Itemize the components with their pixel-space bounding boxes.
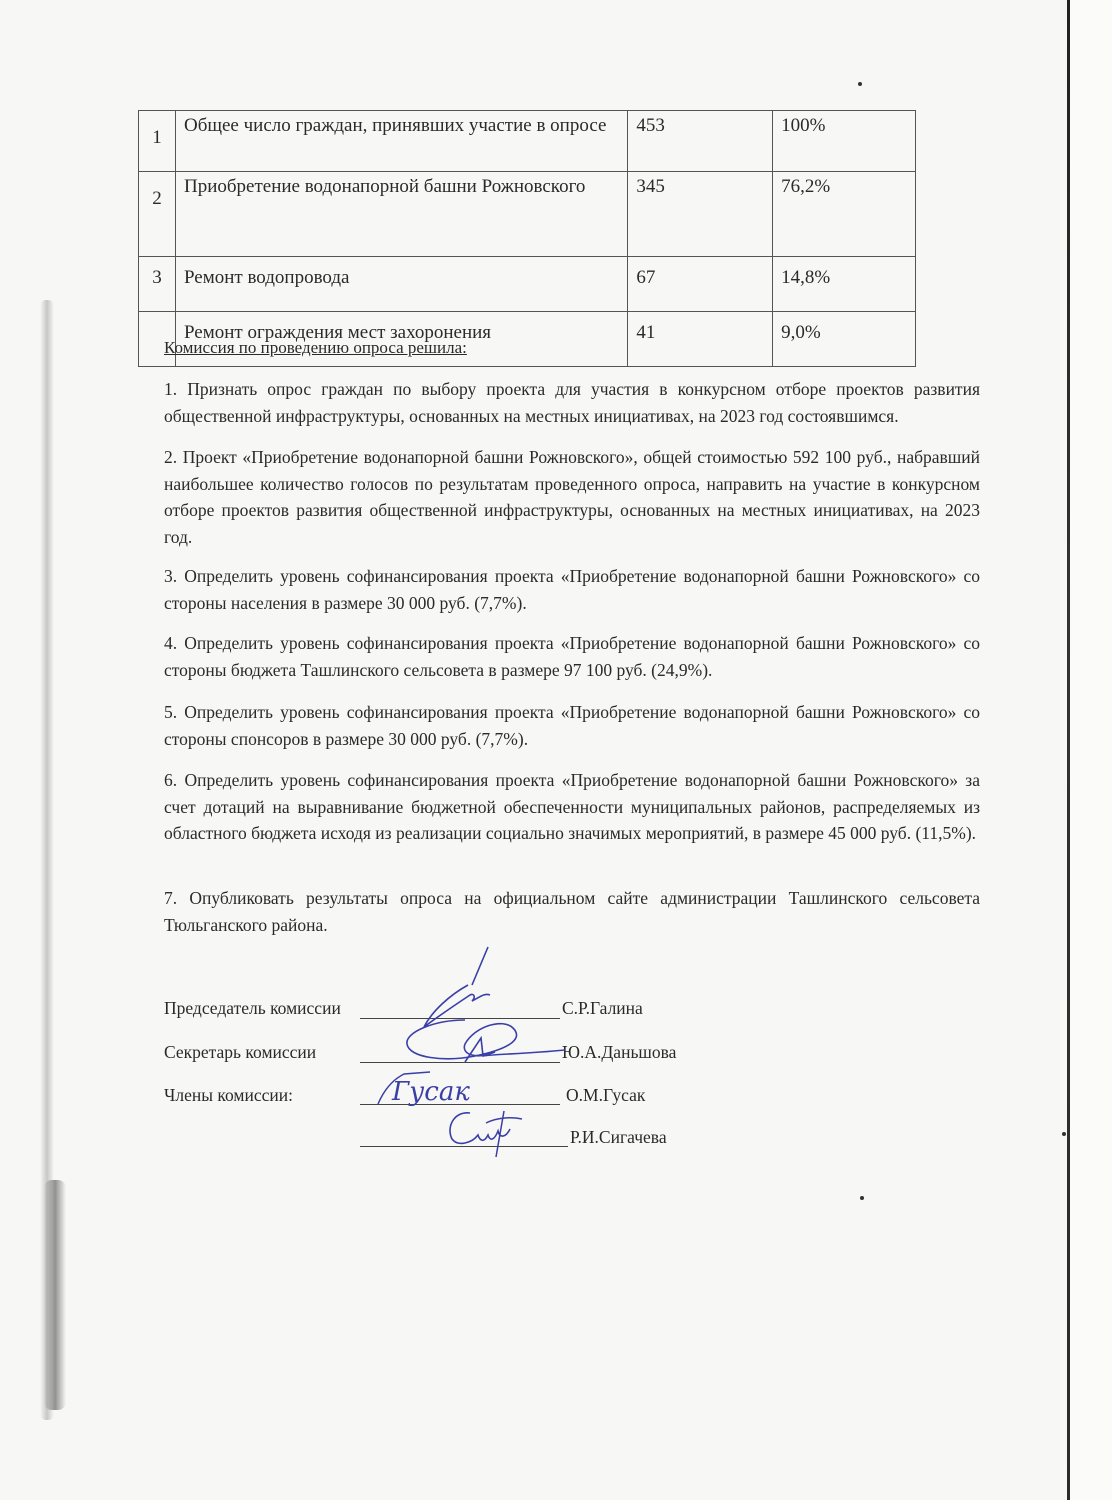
decision-heading: Комиссия по проведению опроса решила: bbox=[164, 338, 467, 357]
row-percent: 14,8% bbox=[773, 257, 916, 312]
row-percent: 76,2% bbox=[773, 172, 916, 257]
scan-speck bbox=[860, 1196, 864, 1200]
decision-item-2: 2. Проект «Приобретение водонапорной башни Рожновского», общей стоимостью 592 100 руб., набравший наибольшее количество голосов по результатам проведенного опроса, направить на участие в конкурсном отборе проектов развития общественной инфраструктуры, основанных на местных инициативах, на 2023 год. bbox=[164, 447, 980, 547]
scan-margin bbox=[1070, 0, 1112, 1500]
member1-handwriting: Гусак bbox=[392, 1077, 470, 1107]
decision-item-6: 6. Определить уровень софинансирования проекта «Приобретение водонапорной башни Рожновского» за счет дотаций на выравнивание бюджетной обеспеченности муниципальных районов, распределяемых из областного бюджета исходя из реализации социально значимых мероприятий, в размере 45 000 руб. (11,5%). bbox=[164, 770, 980, 843]
decision-item-7: 7. Опубликовать результаты опроса на официальном сайте администрации Ташлинского сельсовета Тюльганского района. bbox=[164, 888, 980, 935]
row-number: 2 bbox=[139, 172, 176, 257]
member2-signature bbox=[440, 1105, 530, 1160]
row-votes: 67 bbox=[628, 257, 773, 312]
row-votes: 41 bbox=[628, 312, 773, 367]
chair-label: Председатель комиссии bbox=[164, 998, 341, 1018]
row-option: Ремонт водопровода bbox=[175, 257, 627, 312]
secretary-name: Ю.А.Даньшова bbox=[562, 1042, 677, 1062]
member2-name: Р.И.Сигачева bbox=[570, 1127, 667, 1147]
table-row bbox=[139, 111, 916, 172]
chair-name: С.Р.Галина bbox=[562, 998, 643, 1018]
row-option: Общее число граждан, принявших участие в опросе bbox=[175, 111, 627, 172]
decision-item-1: 1. Признать опрос граждан по выбору проекта для участия в конкурсном отборе проектов развития общественной инфраструктуры, основанных на местных инициативах, на 2023 год состоявшимся. bbox=[164, 379, 980, 426]
row-percent: 100% bbox=[773, 111, 916, 172]
members-label: Члены комиссии: bbox=[164, 1085, 293, 1105]
table-row bbox=[139, 172, 916, 257]
survey-results-table bbox=[138, 110, 916, 367]
decision-item-5: 5. Определить уровень софинансирования проекта «Приобретение водонапорной башни Рожновского» со стороны спонсоров в размере 30 000 руб. (7,7%). bbox=[164, 702, 980, 749]
scan-page-edge bbox=[1067, 0, 1070, 1500]
decision-item-3: 3. Определить уровень софинансирования проекта «Приобретение водонапорной башни Рожновского» со стороны населения в размере 30 000 руб. (7,7%). bbox=[164, 566, 980, 613]
scan-speck bbox=[858, 82, 862, 86]
table-row bbox=[139, 257, 916, 312]
row-option: Ремонт ограждения мест захоронения bbox=[175, 312, 627, 367]
secretary-label: Секретарь комиссии bbox=[164, 1042, 317, 1062]
member1-name: О.М.Гусак bbox=[566, 1085, 646, 1105]
row-votes: 453 bbox=[628, 111, 773, 172]
row-percent: 9,0% bbox=[773, 312, 916, 367]
scan-speck bbox=[1062, 1132, 1066, 1136]
decision-item-4: 4. Определить уровень софинансирования проекта «Приобретение водонапорной башни Рожновского» со стороны бюджета Ташлинского сельсовета в размере 97 100 руб. (24,9%). bbox=[164, 633, 980, 680]
scan-smudge-dark bbox=[44, 1180, 66, 1410]
row-number: 1 bbox=[139, 111, 176, 172]
row-number: 3 bbox=[139, 257, 176, 312]
row-votes: 345 bbox=[628, 172, 773, 257]
row-option: Приобретение водонапорной башни Рожновского bbox=[175, 172, 627, 257]
